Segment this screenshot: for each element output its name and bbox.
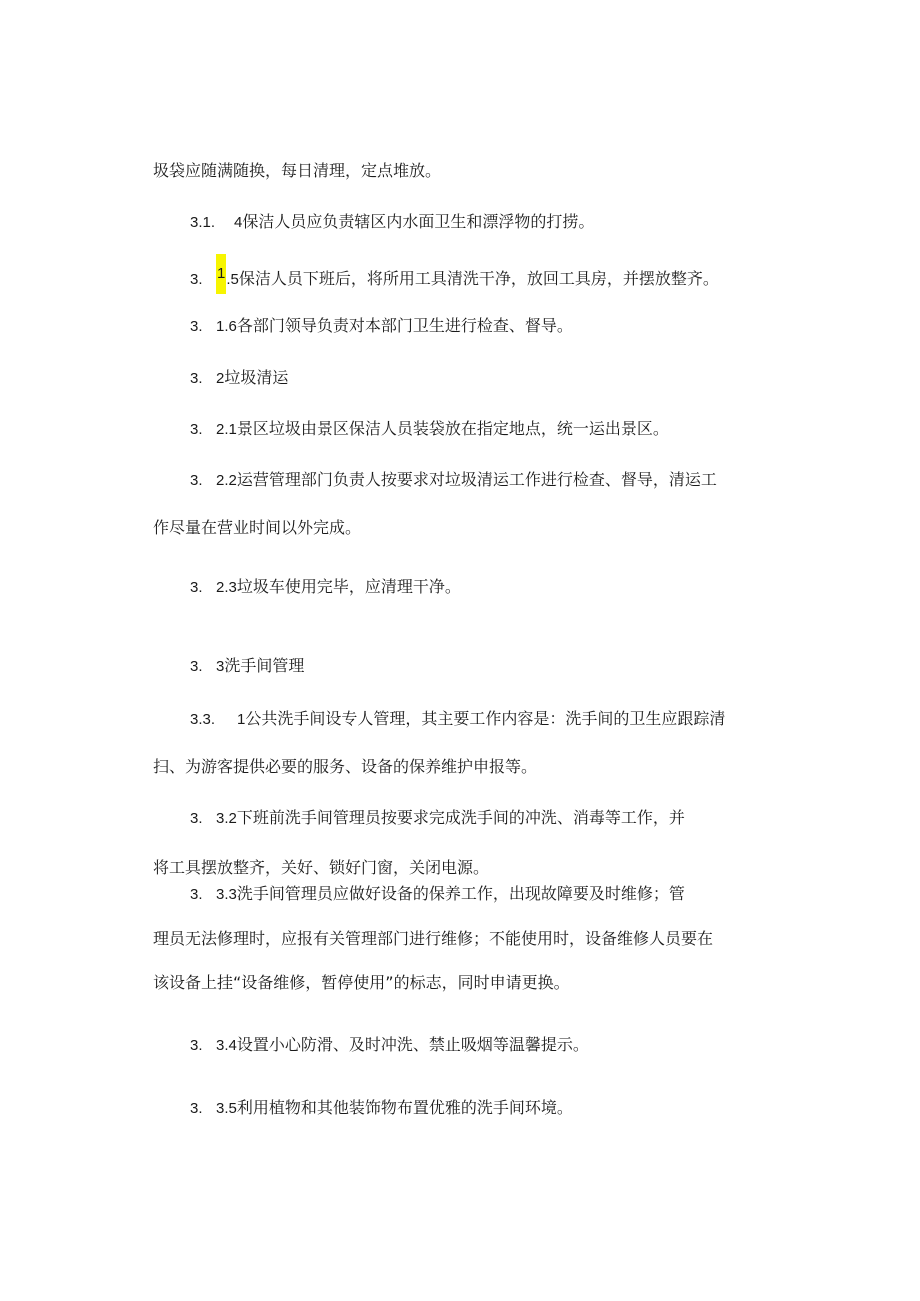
- line-text: 保洁人员应负责辖区内水面卫生和漂浮物的打捞。: [242, 212, 595, 231]
- section-number: 3.3.: [190, 711, 216, 728]
- section-number-suffix: .5: [226, 270, 239, 288]
- section-number-suffix: 3.5: [216, 1100, 237, 1117]
- line-text: 下班前洗手间管理员按要求完成洗手间的冲洗、消毒等工作，并: [236, 808, 685, 827]
- line-text: 洗手间管理员应做好设备的保养工作，出现故障要及时维修；管: [236, 884, 685, 903]
- paragraph-line: [153, 858, 489, 878]
- line-text: 扫、为游客提供必要的服务、设备的保养维护申报等。: [153, 757, 538, 776]
- paragraph-line: [190, 264, 719, 288]
- section-number: 3.1.: [190, 214, 216, 231]
- paragraph-line: [153, 161, 441, 181]
- paragraph-line: [190, 1035, 589, 1055]
- section-number-suffix: 1.6: [216, 318, 237, 335]
- section-number: 3.: [190, 421, 203, 438]
- paragraph-line: [190, 419, 669, 439]
- paragraph-line: [153, 518, 361, 538]
- section-number-suffix: 2.2: [216, 472, 237, 489]
- paragraph-line: [190, 656, 304, 676]
- line-text: 设置小心防滑、及时冲洗、禁止吸烟等温馨提示。: [236, 1035, 589, 1054]
- line-text: 将工具摆放整齐，关好、锁好门窗，关闭电源。: [153, 858, 490, 877]
- paragraph-line: [153, 973, 570, 993]
- section-number: 3.: [190, 658, 203, 675]
- paragraph-line: [190, 368, 288, 388]
- section-number-suffix: 2: [216, 370, 225, 387]
- section-number-suffix: 3: [216, 658, 225, 675]
- paragraph-line: [153, 757, 537, 777]
- paragraph-line: [190, 808, 685, 828]
- paragraph-line: [190, 316, 573, 336]
- section-number: 3.: [190, 318, 203, 335]
- section-number: 3.: [190, 370, 203, 387]
- section-number-suffix: 3.3: [216, 886, 237, 903]
- section-number-suffix: 4: [234, 214, 243, 231]
- section-number-suffix: 3.2: [216, 810, 237, 827]
- line-text: 垃圾清运: [224, 368, 289, 387]
- highlighted-number: 1: [216, 254, 226, 294]
- line-text: 公共洗手间设专人管理，其主要工作内容是：洗手间的卫生应跟踪清: [245, 709, 726, 728]
- section-number-suffix: 2.3: [216, 579, 237, 596]
- line-text: 洗手间管理: [224, 656, 305, 675]
- paragraph-line: [190, 577, 461, 597]
- section-number-suffix: 2.1: [216, 421, 237, 438]
- section-number: 3.: [190, 1037, 203, 1054]
- section-number: 3.: [190, 579, 203, 596]
- line-text: 作尽量在营业时间以外完成。: [153, 518, 362, 537]
- section-number: 3.: [190, 886, 203, 903]
- paragraph-line: [190, 212, 594, 232]
- line-text: 圾袋应随满随换，每日清理，定点堆放。: [153, 161, 442, 180]
- section-number: 3.: [190, 472, 203, 489]
- section-number-suffix: 3.4: [216, 1037, 237, 1054]
- line-text: 景区垃圾由景区保洁人员装袋放在指定地点，统一运出景区。: [236, 419, 669, 438]
- section-number: 3.: [190, 810, 203, 827]
- section-number-suffix: 1: [237, 711, 246, 728]
- paragraph-line: [190, 470, 717, 490]
- line-text: 运营管理部门负责人按要求对垃圾清运工作进行检查、督导，清运工: [236, 470, 717, 489]
- section-number: 3.: [190, 1100, 203, 1117]
- line-text: 该设备上挂“设备维修，暂停使用”的标志，同时申请更换。: [153, 973, 570, 992]
- line-text: 垃圾车使用完毕，应清理干净。: [236, 577, 461, 596]
- line-text: 利用植物和其他装饰物布置优雅的洗手间环境。: [236, 1098, 573, 1117]
- section-number: 3.: [190, 270, 203, 288]
- paragraph-line: [190, 709, 725, 729]
- paragraph-line: [190, 884, 685, 904]
- line-text: 保洁人员下班后，将所用工具清洗干净，放回工具房，并摆放整齐。: [238, 268, 719, 288]
- paragraph-line: [190, 1098, 573, 1118]
- line-text: 各部门领导负责对本部门卫生进行检查、督导。: [236, 316, 573, 335]
- line-text: 理员无法修理时，应报有关管理部门进行维修；不能使用时，设备维修人员要在: [153, 929, 714, 948]
- paragraph-line: [153, 929, 713, 949]
